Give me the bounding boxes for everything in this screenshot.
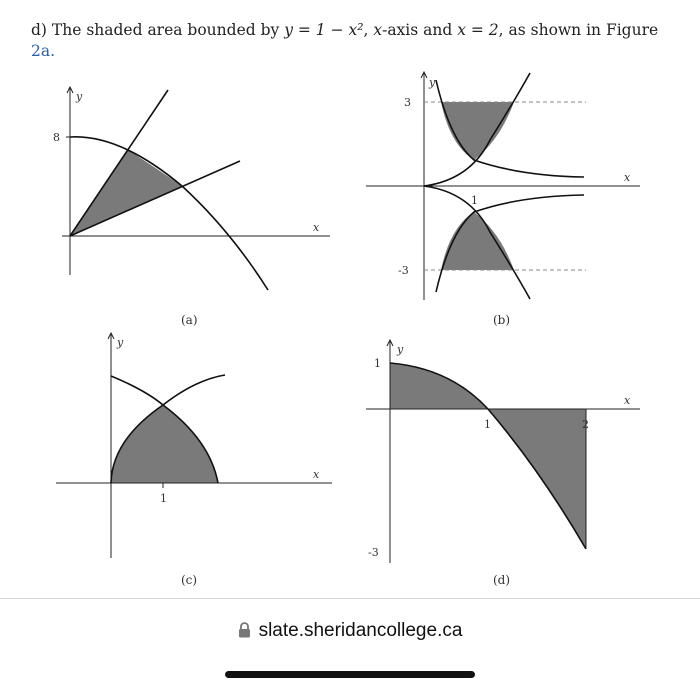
figure-c-ylabel: y (117, 336, 124, 349)
figure-b-xlabel: x (624, 171, 631, 184)
figure-c-tick-label-1: 1 (160, 492, 167, 505)
figure-d-shaded-negative (488, 409, 586, 549)
figure-d-shaded-positive (390, 363, 488, 409)
figure-d-xlabel: x (624, 394, 631, 407)
browser-url[interactable]: slate.sheridancollege.ca (258, 620, 463, 641)
figure-c-caption: (c) (181, 573, 198, 587)
question-prefix: d) The shaded area bounded by (31, 21, 285, 39)
lock-icon (238, 622, 251, 644)
figure-b-ylabel: y (429, 76, 436, 89)
question-boundary: x = 2 (457, 21, 499, 39)
figure-c-xlabel: x (313, 468, 320, 481)
question-equation: y = 1 − x² (284, 21, 364, 39)
question-sep: , (363, 21, 374, 39)
figure-b-tick-label-1: 1 (471, 194, 478, 207)
figure-a (53, 87, 330, 327)
figure-b-tick-label-3: 3 (404, 96, 411, 109)
figure-d (366, 340, 640, 587)
figure-d-ylabel: y (397, 343, 404, 356)
question-mid: -axis and (382, 21, 458, 39)
figure-a-xlabel: x (313, 221, 320, 234)
figure-b-shaded-bottom (441, 212, 514, 270)
figure-b-caption: (b) (493, 313, 511, 327)
browser-address-bar[interactable] (0, 620, 700, 644)
figure-d-tick-label-neg3: -3 (368, 546, 379, 559)
figure-d-tick-label-2: 2 (582, 418, 589, 431)
figure-a-tick-label-y: 8 (53, 131, 60, 144)
figure-d-tick-label-1-x: 1 (484, 418, 491, 431)
home-indicator[interactable] (225, 671, 475, 678)
figure-a-shaded-region (70, 150, 182, 236)
figure-reference-link[interactable]: 2a. (31, 42, 56, 60)
figure-b (366, 72, 640, 327)
figure-b-shaded-top (441, 102, 514, 160)
browser-divider (0, 598, 700, 599)
figure-d-tick-label-1-y: 1 (374, 357, 381, 370)
question-x-var: x (373, 21, 383, 39)
figure-b-tick-label-neg3: -3 (398, 264, 409, 277)
figure-a-ylabel: y (76, 90, 83, 103)
figure-d-caption: (d) (493, 573, 511, 587)
question-suffix: , as shown in Figure (498, 21, 659, 39)
figure-a-caption: (a) (181, 313, 198, 327)
figure-c (56, 333, 332, 587)
